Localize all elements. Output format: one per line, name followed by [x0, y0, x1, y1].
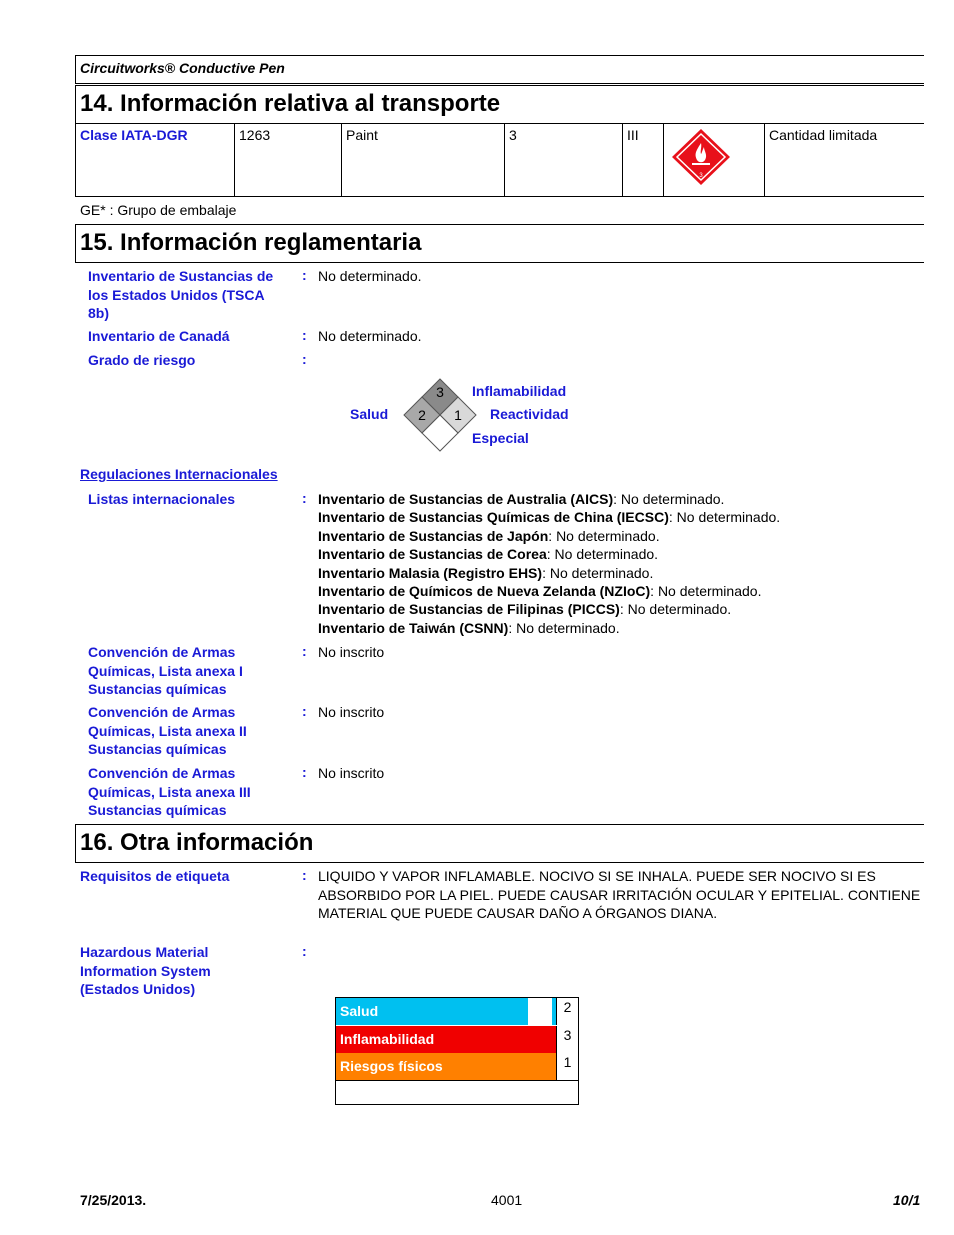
- section-16-title: 16. Otra información: [80, 829, 314, 856]
- inventory-item: Inventario de Sustancias de Filipinas (PICCS): No determinado.: [318, 601, 732, 618]
- nfpa-flammability-label: Inflamabilidad: [472, 383, 567, 399]
- label-requirements-value: LIQUIDO Y VAPOR INFLAMABLE. NOCIVO SI SE INHALA. PUEDE SER NOCIVO SI ES ABSORBIDO POR LA PIEL. PUEDE CAUSAR IRRITACIÓN OCULAR Y EPITELIAL. CONTIENE MATERIAL QUE PUEDE CAUSAR DAÑO A ÓRGANOS DIANA.: [318, 868, 921, 921]
- hmis-health-value: 2: [556, 998, 578, 1025]
- hazard-class-cell: [505, 124, 623, 196]
- un-number-cell: [235, 124, 342, 196]
- shipping-name-cell: [342, 124, 505, 196]
- nfpa-flammability-value: 3: [436, 384, 444, 400]
- hmis-row-flammability: [336, 1026, 578, 1053]
- international-regulations-heading: Regulaciones Internacionales: [80, 466, 278, 482]
- transport-table: [75, 124, 924, 197]
- cwc-schedule-1-value: No inscrito: [318, 644, 385, 660]
- colon: :: [302, 764, 307, 780]
- cwc-schedule-1-label: Convención de Armas Químicas, Lista anexa I Sustancias químicas: [88, 644, 243, 697]
- hmis-health-label: Salud: [336, 998, 528, 1025]
- hmis-physical-label: Riesgos físicos: [336, 1053, 556, 1080]
- canada-label: Inventario de Canadá: [88, 328, 230, 344]
- international-lists-label: Listas internacionales: [88, 491, 236, 507]
- limited-quantity: Cantidad limitada: [769, 127, 878, 143]
- international-lists: [318, 490, 780, 637]
- cwc-schedule-2-label: Convención de Armas Químicas, Lista anexa II Sustancias químicas: [88, 704, 247, 757]
- colon: :: [302, 703, 307, 719]
- inventory-item: Inventario de Taiwán (CSNN): No determinado.: [318, 619, 620, 636]
- hmis-chronic-box: [528, 998, 552, 1025]
- colon: :: [302, 490, 307, 506]
- hmis-row-health: [336, 998, 578, 1025]
- nfpa-reactivity-label: Reactividad: [490, 406, 569, 422]
- footer-code: 4001: [491, 1192, 523, 1208]
- transport-class-label: Clase IATA-DGR: [80, 127, 188, 143]
- section-14-title: 14. Información relativa al transporte: [80, 90, 501, 117]
- hmis-flammability-value: 3: [556, 1026, 578, 1053]
- tsca-value: No determinado.: [318, 268, 422, 284]
- limited-quantity-cell: [765, 124, 925, 196]
- un-number: 1263: [239, 127, 271, 143]
- shipping-name: Paint: [346, 127, 378, 143]
- hmis-label: Hazardous Material Information System (Estados Unidos): [80, 944, 211, 997]
- inventory-item: Inventario de Sustancias de Australia (AICS): No determinado.: [318, 491, 725, 507]
- colon: :: [302, 643, 307, 659]
- hazard-rating-label: Grado de riesgo: [88, 352, 196, 368]
- inventory-item: Inventario Malasia (Registro EHS): No determinado.: [318, 564, 654, 581]
- hmis-row-physical: [336, 1053, 578, 1080]
- footer-date: 7/25/2013.: [80, 1192, 147, 1208]
- inventory-item: Inventario de Químicos de Nueva Zelanda (NZIoC): No determinado.: [318, 583, 762, 600]
- inventory-item: Inventario de Sustancias Químicas de China (IECSC): No determinado.: [318, 509, 781, 526]
- section-15-title: 15. Información reglamentaria: [80, 229, 422, 256]
- cwc-schedule-3-value: No inscrito: [318, 765, 385, 781]
- tsca-label: Inventario de Sustancias de los Estados Unidos (TSCA 8b): [88, 268, 274, 321]
- colon: :: [302, 327, 307, 343]
- packing-group: III: [627, 127, 639, 143]
- cwc-schedule-3-label: Convención de Armas Químicas, Lista anexa III Sustancias químicas: [88, 765, 251, 818]
- colon: :: [302, 351, 307, 367]
- canada-value: No determinado.: [318, 328, 422, 344]
- transport-class-label-cell: [76, 124, 235, 196]
- inventory-item: Inventario de Sustancias de Japón: No determinado.: [318, 527, 660, 544]
- flammable-liquid-diamond-icon: [666, 127, 736, 187]
- nfpa-reactivity-value: 1: [454, 407, 462, 423]
- hmis-flammability-label: Inflamabilidad: [336, 1026, 556, 1053]
- inventory-item: Inventario de Sustancias de Corea: No determinado.: [318, 546, 659, 563]
- colon: :: [302, 267, 307, 283]
- label-requirements-label: Requisitos de etiqueta: [80, 868, 230, 884]
- footer-page: 10/1: [893, 1192, 921, 1208]
- hazard-class: 3: [509, 127, 517, 143]
- cwc-schedule-2-value: No inscrito: [318, 704, 385, 720]
- nfpa-special-label: Especial: [472, 430, 529, 446]
- hmis-divider: [336, 1080, 578, 1081]
- pictogram-cell: [664, 124, 765, 196]
- hmis-physical-value: 1: [556, 1053, 578, 1080]
- packing-group-cell: [623, 124, 664, 196]
- nfpa-diamond: [400, 378, 480, 454]
- product-name: Circuitworks® Conductive Pen: [80, 60, 285, 76]
- colon: :: [302, 867, 307, 883]
- nfpa-health-label: Salud: [350, 406, 389, 422]
- nfpa-health-value: 2: [418, 407, 426, 423]
- svg-text:3: 3: [699, 173, 703, 179]
- colon: :: [302, 943, 307, 959]
- packing-group-footnote: GE* : Grupo de embalaje: [80, 202, 237, 218]
